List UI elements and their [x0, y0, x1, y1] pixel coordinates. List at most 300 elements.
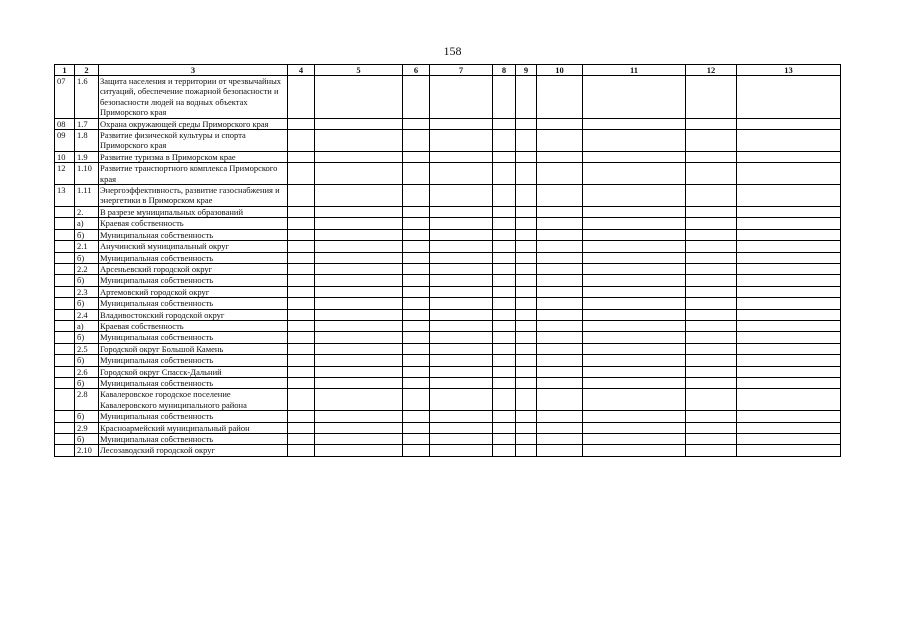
cell-empty: [493, 130, 516, 152]
cell-empty: [583, 309, 686, 320]
cell-empty: [537, 275, 583, 286]
cell-empty: [583, 355, 686, 366]
column-header: 3: [99, 65, 288, 76]
table-row: [55, 389, 841, 411]
cell-empty: [430, 343, 493, 354]
cell-name: Лесозаводский городской округ: [99, 445, 288, 456]
cell-empty: [516, 275, 537, 286]
cell-empty: [493, 229, 516, 240]
cell-code: [55, 343, 75, 354]
cell-empty: [403, 118, 430, 129]
cell-empty: [430, 298, 493, 309]
cell-empty: [315, 298, 403, 309]
cell-empty: [493, 185, 516, 207]
cell-empty: [288, 218, 315, 229]
cell-empty: [737, 355, 841, 366]
cell-empty: [737, 411, 841, 422]
cell-empty: [288, 355, 315, 366]
cell-empty: [315, 185, 403, 207]
cell-empty: [430, 218, 493, 229]
cell-empty: [288, 445, 315, 456]
cell-code: [55, 263, 75, 274]
cell-number: б): [75, 355, 99, 366]
cell-empty: [430, 151, 493, 162]
cell-empty: [537, 76, 583, 119]
cell-code: [55, 332, 75, 343]
cell-empty: [516, 434, 537, 445]
cell-name: Городской округ Большой Камень: [99, 343, 288, 354]
cell-code: [55, 366, 75, 377]
cell-name: Муниципальная собственность: [99, 355, 288, 366]
cell-empty: [737, 163, 841, 185]
cell-empty: [403, 422, 430, 433]
cell-empty: [583, 163, 686, 185]
cell-empty: [537, 229, 583, 240]
cell-empty: [686, 130, 737, 152]
cell-empty: [537, 445, 583, 456]
cell-number: б): [75, 298, 99, 309]
cell-empty: [315, 366, 403, 377]
cell-empty: [583, 76, 686, 119]
table-row: [55, 411, 841, 422]
cell-empty: [686, 366, 737, 377]
cell-empty: [403, 389, 430, 411]
cell-empty: [516, 366, 537, 377]
cell-empty: [583, 366, 686, 377]
column-header: 12: [686, 65, 737, 76]
cell-code: 12: [55, 163, 75, 185]
cell-empty: [288, 229, 315, 240]
cell-empty: [737, 218, 841, 229]
table-row: [55, 309, 841, 320]
cell-empty: [737, 320, 841, 331]
cell-name: Арсеньевский городской округ: [99, 263, 288, 274]
cell-empty: [516, 445, 537, 456]
cell-number: 2.1: [75, 241, 99, 252]
cell-empty: [537, 366, 583, 377]
cell-empty: [583, 320, 686, 331]
cell-empty: [737, 185, 841, 207]
cell-number: б): [75, 229, 99, 240]
cell-empty: [288, 411, 315, 422]
cell-empty: [537, 252, 583, 263]
table-row: [55, 332, 841, 343]
cell-empty: [737, 389, 841, 411]
cell-empty: [516, 389, 537, 411]
cell-empty: [516, 151, 537, 162]
cell-empty: [430, 252, 493, 263]
cell-empty: [737, 229, 841, 240]
cell-code: 08: [55, 118, 75, 129]
table-row: [55, 275, 841, 286]
cell-empty: [583, 445, 686, 456]
cell-empty: [315, 355, 403, 366]
cell-empty: [583, 241, 686, 252]
table-row: [55, 241, 841, 252]
cell-number: б): [75, 377, 99, 388]
cell-empty: [583, 286, 686, 297]
cell-empty: [686, 185, 737, 207]
cell-empty: [737, 118, 841, 129]
cell-code: [55, 298, 75, 309]
cell-empty: [315, 309, 403, 320]
cell-empty: [737, 298, 841, 309]
cell-empty: [537, 411, 583, 422]
cell-empty: [493, 343, 516, 354]
cell-empty: [737, 377, 841, 388]
cell-empty: [516, 298, 537, 309]
cell-name: Муниципальная собственность: [99, 275, 288, 286]
cell-empty: [583, 130, 686, 152]
cell-empty: [737, 445, 841, 456]
header-row: [55, 65, 841, 76]
cell-empty: [537, 163, 583, 185]
cell-empty: [403, 241, 430, 252]
cell-empty: [686, 118, 737, 129]
table-row: [55, 151, 841, 162]
cell-empty: [737, 366, 841, 377]
cell-empty: [430, 76, 493, 119]
cell-empty: [315, 218, 403, 229]
cell-empty: [403, 275, 430, 286]
cell-empty: [686, 343, 737, 354]
cell-empty: [315, 445, 403, 456]
cell-name: Кавалеровское городское поселение Кавалеровского муниципального района: [99, 389, 288, 411]
cell-empty: [288, 151, 315, 162]
cell-empty: [493, 163, 516, 185]
cell-empty: [288, 434, 315, 445]
cell-empty: [493, 377, 516, 388]
cell-empty: [403, 218, 430, 229]
cell-empty: [737, 130, 841, 152]
column-header: 5: [315, 65, 403, 76]
cell-empty: [430, 130, 493, 152]
table-row: [55, 218, 841, 229]
cell-empty: [537, 343, 583, 354]
cell-empty: [537, 286, 583, 297]
cell-empty: [315, 389, 403, 411]
column-header: 7: [430, 65, 493, 76]
cell-empty: [537, 130, 583, 152]
table-body: [55, 65, 841, 457]
table-row: [55, 163, 841, 185]
cell-empty: [430, 275, 493, 286]
cell-empty: [288, 320, 315, 331]
cell-empty: [516, 241, 537, 252]
data-table: [54, 64, 841, 457]
cell-empty: [430, 263, 493, 274]
cell-code: [55, 355, 75, 366]
page-number: 158: [443, 44, 462, 58]
cell-empty: [403, 76, 430, 119]
cell-empty: [403, 320, 430, 331]
column-header: 2: [75, 65, 99, 76]
cell-empty: [403, 332, 430, 343]
table-row: [55, 229, 841, 240]
cell-empty: [583, 206, 686, 217]
cell-empty: [288, 366, 315, 377]
cell-empty: [583, 298, 686, 309]
cell-name: Владивостокский городской округ: [99, 309, 288, 320]
cell-empty: [315, 320, 403, 331]
cell-number: 1.6: [75, 76, 99, 119]
cell-number: 2.3: [75, 286, 99, 297]
cell-empty: [686, 76, 737, 119]
cell-empty: [583, 332, 686, 343]
cell-empty: [315, 434, 403, 445]
cell-empty: [686, 445, 737, 456]
cell-number: б): [75, 275, 99, 286]
cell-empty: [537, 118, 583, 129]
cell-empty: [430, 185, 493, 207]
table-row: [55, 286, 841, 297]
cell-empty: [516, 76, 537, 119]
cell-empty: [493, 252, 516, 263]
cell-code: 13: [55, 185, 75, 207]
cell-empty: [288, 252, 315, 263]
cell-name: Муниципальная собственность: [99, 434, 288, 445]
column-header: 6: [403, 65, 430, 76]
cell-empty: [537, 434, 583, 445]
cell-empty: [403, 298, 430, 309]
cell-empty: [288, 309, 315, 320]
cell-code: 07: [55, 76, 75, 119]
cell-empty: [288, 286, 315, 297]
cell-empty: [537, 320, 583, 331]
cell-empty: [430, 332, 493, 343]
cell-code: [55, 320, 75, 331]
cell-empty: [315, 286, 403, 297]
cell-empty: [516, 206, 537, 217]
cell-empty: [493, 332, 516, 343]
cell-empty: [583, 151, 686, 162]
cell-code: [55, 218, 75, 229]
cell-empty: [493, 76, 516, 119]
cell-empty: [315, 252, 403, 263]
cell-number: 1.8: [75, 130, 99, 152]
cell-name: Защита населения и территории от чрезвычайных ситуаций, обеспечение пожарной безопасности и безопасности людей на водных объектах Приморского края: [99, 76, 288, 119]
cell-empty: [583, 118, 686, 129]
cell-empty: [493, 389, 516, 411]
cell-empty: [315, 206, 403, 217]
cell-empty: [493, 241, 516, 252]
cell-empty: [537, 332, 583, 343]
table-row: [55, 298, 841, 309]
cell-empty: [737, 275, 841, 286]
cell-empty: [288, 275, 315, 286]
cell-empty: [315, 343, 403, 354]
cell-code: [55, 422, 75, 433]
cell-empty: [516, 252, 537, 263]
table-row: [55, 76, 841, 119]
cell-empty: [737, 241, 841, 252]
cell-empty: [686, 218, 737, 229]
cell-empty: [583, 229, 686, 240]
cell-code: [55, 286, 75, 297]
cell-empty: [516, 185, 537, 207]
cell-empty: [430, 445, 493, 456]
cell-empty: [493, 422, 516, 433]
cell-empty: [430, 377, 493, 388]
cell-empty: [686, 241, 737, 252]
cell-name: Муниципальная собственность: [99, 229, 288, 240]
cell-code: [55, 229, 75, 240]
cell-name: Краевая собственность: [99, 218, 288, 229]
cell-empty: [315, 229, 403, 240]
cell-empty: [686, 206, 737, 217]
cell-number: а): [75, 320, 99, 331]
cell-empty: [516, 355, 537, 366]
cell-empty: [403, 366, 430, 377]
cell-number: 2.8: [75, 389, 99, 411]
cell-code: [55, 377, 75, 388]
cell-empty: [583, 218, 686, 229]
table-row: [55, 118, 841, 129]
cell-empty: [537, 309, 583, 320]
cell-empty: [537, 218, 583, 229]
table-row: [55, 130, 841, 152]
cell-empty: [583, 422, 686, 433]
cell-name: Развитие туризма в Приморском крае: [99, 151, 288, 162]
cell-name: Развитие транспортного комплекса Приморского края: [99, 163, 288, 185]
cell-empty: [686, 332, 737, 343]
table-row: [55, 252, 841, 263]
cell-number: 2.4: [75, 309, 99, 320]
cell-empty: [403, 185, 430, 207]
cell-name: Развитие физической культуры и спорта Приморского края: [99, 130, 288, 152]
cell-empty: [583, 411, 686, 422]
cell-number: 2.10: [75, 445, 99, 456]
cell-empty: [288, 185, 315, 207]
cell-empty: [737, 206, 841, 217]
cell-empty: [737, 263, 841, 274]
cell-empty: [315, 332, 403, 343]
cell-empty: [403, 411, 430, 422]
cell-empty: [315, 263, 403, 274]
cell-empty: [583, 389, 686, 411]
cell-code: [55, 434, 75, 445]
cell-empty: [288, 241, 315, 252]
cell-empty: [288, 163, 315, 185]
cell-number: 1.9: [75, 151, 99, 162]
cell-empty: [430, 366, 493, 377]
column-header: 11: [583, 65, 686, 76]
column-header: 8: [493, 65, 516, 76]
cell-empty: [516, 422, 537, 433]
cell-empty: [493, 298, 516, 309]
cell-empty: [288, 76, 315, 119]
cell-number: 2.2: [75, 263, 99, 274]
cell-empty: [686, 275, 737, 286]
cell-empty: [583, 343, 686, 354]
cell-empty: [430, 241, 493, 252]
cell-name: Муниципальная собственность: [99, 298, 288, 309]
cell-empty: [737, 434, 841, 445]
cell-empty: [288, 206, 315, 217]
cell-empty: [583, 275, 686, 286]
cell-number: а): [75, 218, 99, 229]
cell-empty: [315, 275, 403, 286]
cell-name: Красноармейский муниципальный район: [99, 422, 288, 433]
cell-code: [55, 445, 75, 456]
cell-empty: [686, 309, 737, 320]
cell-empty: [430, 355, 493, 366]
cell-empty: [516, 286, 537, 297]
cell-code: [55, 275, 75, 286]
cell-code: [55, 252, 75, 263]
cell-empty: [516, 163, 537, 185]
cell-empty: [315, 118, 403, 129]
table-row: [55, 366, 841, 377]
table-row: [55, 185, 841, 207]
cell-empty: [403, 377, 430, 388]
cell-empty: [493, 366, 516, 377]
cell-empty: [288, 343, 315, 354]
cell-empty: [737, 286, 841, 297]
cell-number: б): [75, 252, 99, 263]
cell-empty: [403, 355, 430, 366]
cell-empty: [430, 118, 493, 129]
cell-code: 09: [55, 130, 75, 152]
cell-name: Муниципальная собственность: [99, 411, 288, 422]
cell-code: [55, 206, 75, 217]
table-row: [55, 263, 841, 274]
cell-empty: [686, 252, 737, 263]
cell-empty: [493, 275, 516, 286]
cell-empty: [430, 229, 493, 240]
cell-empty: [493, 309, 516, 320]
cell-number: 1.11: [75, 185, 99, 207]
cell-empty: [516, 309, 537, 320]
cell-empty: [403, 252, 430, 263]
cell-empty: [537, 263, 583, 274]
cell-empty: [315, 422, 403, 433]
cell-empty: [686, 151, 737, 162]
table-row: [55, 206, 841, 217]
cell-empty: [737, 151, 841, 162]
cell-empty: [686, 163, 737, 185]
cell-empty: [583, 434, 686, 445]
cell-empty: [537, 241, 583, 252]
cell-code: [55, 241, 75, 252]
cell-name: Городской округ Спасск-Дальний: [99, 366, 288, 377]
cell-empty: [516, 218, 537, 229]
cell-empty: [686, 263, 737, 274]
cell-empty: [315, 377, 403, 388]
cell-empty: [537, 151, 583, 162]
cell-empty: [583, 263, 686, 274]
cell-empty: [288, 118, 315, 129]
cell-number: 2.: [75, 206, 99, 217]
table-row: [55, 355, 841, 366]
cell-empty: [403, 309, 430, 320]
cell-empty: [403, 130, 430, 152]
cell-empty: [403, 206, 430, 217]
cell-empty: [493, 206, 516, 217]
cell-empty: [288, 298, 315, 309]
cell-number: 2.5: [75, 343, 99, 354]
cell-empty: [403, 434, 430, 445]
cell-empty: [403, 163, 430, 185]
cell-empty: [430, 411, 493, 422]
cell-number: 1.7: [75, 118, 99, 129]
cell-empty: [737, 309, 841, 320]
cell-empty: [537, 298, 583, 309]
cell-empty: [686, 320, 737, 331]
cell-empty: [430, 422, 493, 433]
cell-empty: [686, 411, 737, 422]
table-row: [55, 434, 841, 445]
